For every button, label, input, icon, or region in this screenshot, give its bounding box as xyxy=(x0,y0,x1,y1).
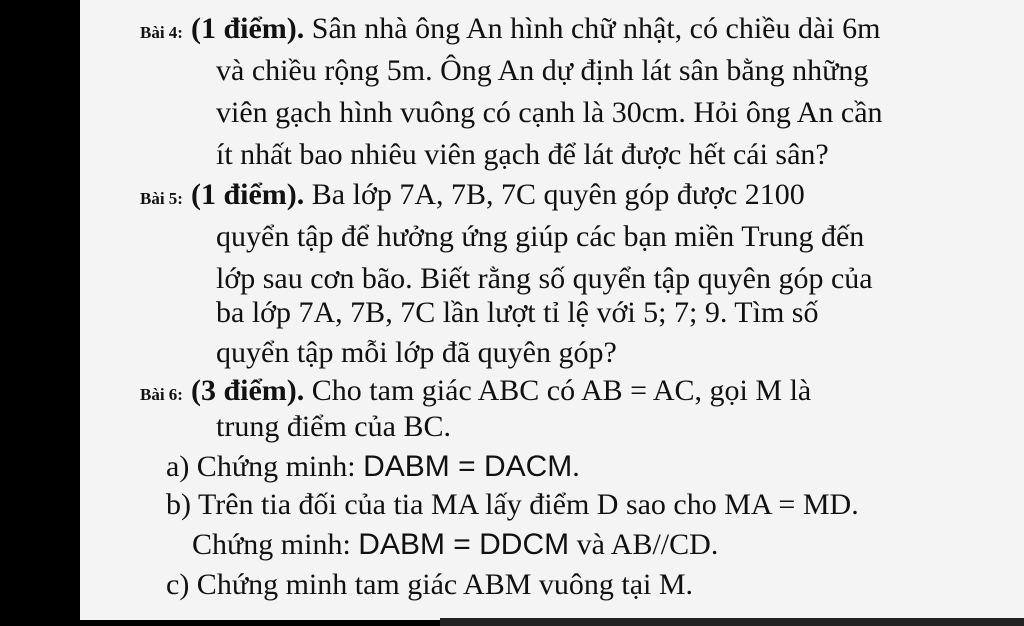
problem-6-part-a: a) Chứng minh: DABM = DACM. xyxy=(166,450,580,483)
problem-4-line-2: và chiều rộng 5m. Ông An dự định lát sân bằng những xyxy=(216,54,869,87)
problem-6-line-2: trung điểm của BC. xyxy=(216,410,451,443)
problem-4-line-1: Bài 4: (1 điểm). Sân nhà ông An hình chữ nhật, có chiều dài 6m xyxy=(140,12,881,45)
problem-4-points: (1 điểm). xyxy=(190,12,305,45)
problem-4-label: Bài 4: xyxy=(140,23,183,42)
congruence-expression-a: DABM = DACM xyxy=(363,450,573,483)
problem-5-points: (1 điểm). xyxy=(190,178,305,211)
problem-6-points: (3 điểm). xyxy=(190,374,305,407)
problem-5-line-2: quyển tập để hưởng ứng giúp các bạn miền Trung đến xyxy=(216,220,865,253)
problem-4-line-3: viên gạch hình vuông có cạnh là 30cm. Hỏi ông An cần xyxy=(216,96,883,129)
problem-5-label: Bài 5: xyxy=(140,189,183,208)
worksheet-page xyxy=(80,0,1024,620)
problem-5-line-3: lớp sau cơn bão. Biết rằng số quyển tập quyên góp của xyxy=(216,262,873,295)
problem-6-part-c: c) Chứng minh tam giác ABM vuông tại M. xyxy=(166,568,694,601)
problem-6-line-1: Bài 6: (3 điểm). Cho tam giác ABC có AB = AC, gọi M là xyxy=(140,374,812,407)
problem-4-line-4: ít nhất bao nhiêu viên gạch để lát được hết cái sân? xyxy=(216,138,829,171)
bottom-edge-bar xyxy=(440,618,1024,626)
problem-6-part-b: b) Trên tia đối của tia MA lấy điểm D sao cho MA = MD. xyxy=(166,488,859,521)
problem-6-part-b-proof: Chứng minh: DABM = DDCM và AB//CD. xyxy=(192,528,719,561)
congruence-expression-b: DABM = DDCM xyxy=(358,528,570,561)
problem-5-line-5: quyển tập mỗi lớp đã quyên góp? xyxy=(216,336,617,369)
problem-6-label: Bài 6: xyxy=(140,385,183,404)
problem-5-line-1: Bài 5: (1 điểm). Ba lớp 7A, 7B, 7C quyên góp được 2100 xyxy=(140,178,805,211)
problem-5-line-4: ba lớp 7A, 7B, 7C lần lượt tỉ lệ với 5; 7; 9. Tìm số xyxy=(216,296,819,329)
